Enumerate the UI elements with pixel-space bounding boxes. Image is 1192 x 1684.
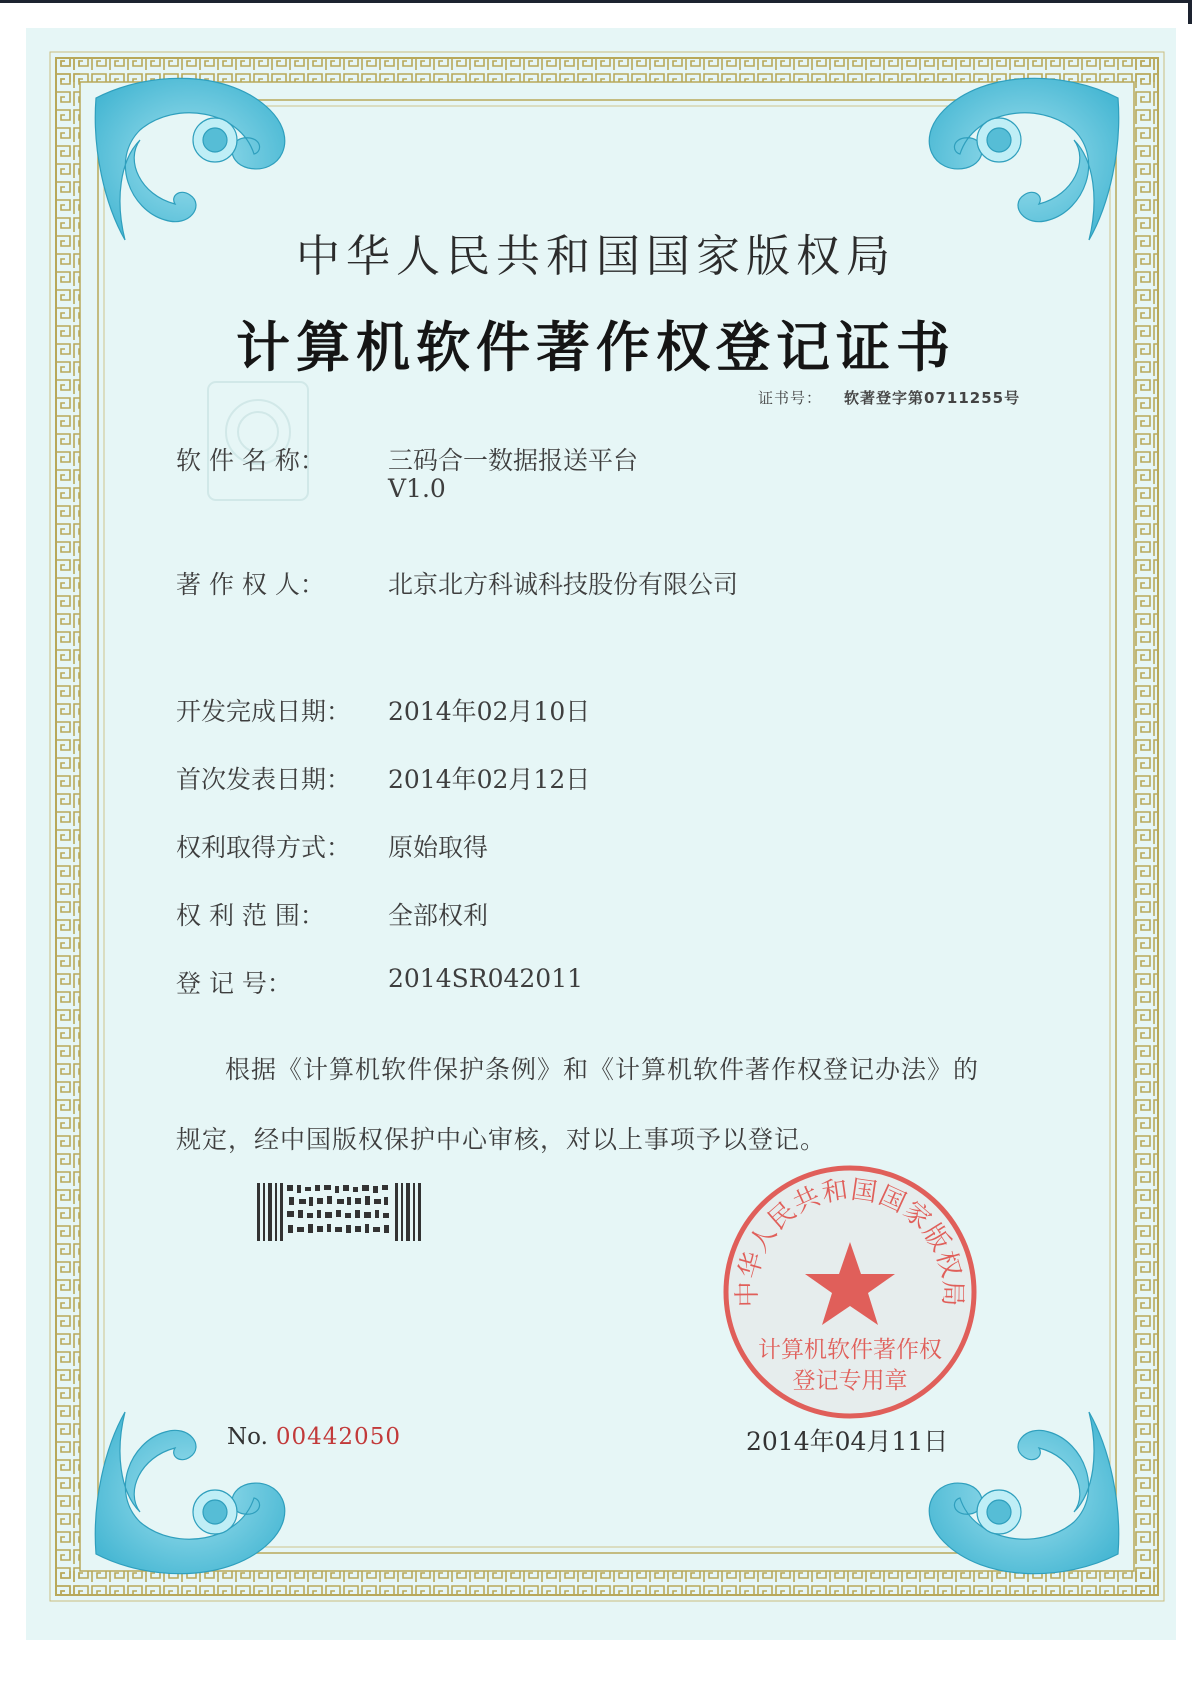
field-value-acquisition-method: 原始取得 xyxy=(388,833,489,862)
serial-number-label: No. xyxy=(227,1424,268,1450)
issuer-heading: 中华人民共和国国家版权局 xyxy=(296,231,896,282)
field-label-rights-scope: 权 利 范 围： xyxy=(176,901,325,930)
field-label-acquisition-method: 权利取得方式： xyxy=(176,833,352,862)
field-value-publish-date: 2014年02月12日 xyxy=(388,765,591,794)
field-value-software-name: 三码合一数据报送平台 xyxy=(388,446,639,475)
official-seal xyxy=(720,1162,980,1422)
certificate-title: 计算机软件著作权登记证书 xyxy=(236,315,956,379)
certificate-number-label: 证书号： xyxy=(758,389,823,407)
serial-number xyxy=(227,1424,401,1450)
serial-number-value: 00442050 xyxy=(275,1424,401,1450)
certificate-number-value: 软著登字第0711255号 xyxy=(844,389,1021,407)
field-label-dev-date: 开发完成日期： xyxy=(176,697,352,726)
statement-line-1: 根据《计算机软件保护条例》和《计算机软件著作权登记办法》的 xyxy=(225,1055,980,1084)
field-value-dev-date: 2014年02月10日 xyxy=(388,697,591,726)
meander-band xyxy=(50,52,1164,1601)
field-label-publish-date: 首次发表日期： xyxy=(176,765,352,794)
field-label-registration-number: 登 记 号： xyxy=(176,969,292,998)
certificate-number xyxy=(758,387,1020,408)
field-value-rights-scope: 全部权利 xyxy=(388,901,489,930)
field-value-software-version: V1.0 xyxy=(388,474,446,503)
field-value-copyright-owner: 北京北方科诚科技股份有限公司 xyxy=(388,570,739,599)
corner-ornament-top-right xyxy=(929,78,1118,240)
issue-date: 2014年04月11日 xyxy=(746,1427,949,1456)
barcode xyxy=(257,1183,425,1241)
statement-line-2: 规定，经中国版权保护中心审核，对以上事项予以登记。 xyxy=(176,1125,827,1154)
corner-ornament-bottom-right xyxy=(929,1412,1118,1574)
field-label-software-name: 软 件 名 称： xyxy=(176,446,325,475)
seal-inner-line-2: 登记专用章 xyxy=(792,1368,908,1394)
field-value-registration-number: 2014SR042011 xyxy=(388,964,584,993)
field-label-copyright-owner: 著 作 权 人： xyxy=(176,570,325,599)
seal-ring-text: 中华人民共和国国家版权局 xyxy=(732,1174,968,1308)
seal-inner-line-1: 计算机软件著作权 xyxy=(758,1337,942,1363)
corner-ornament-top-left xyxy=(95,78,284,240)
